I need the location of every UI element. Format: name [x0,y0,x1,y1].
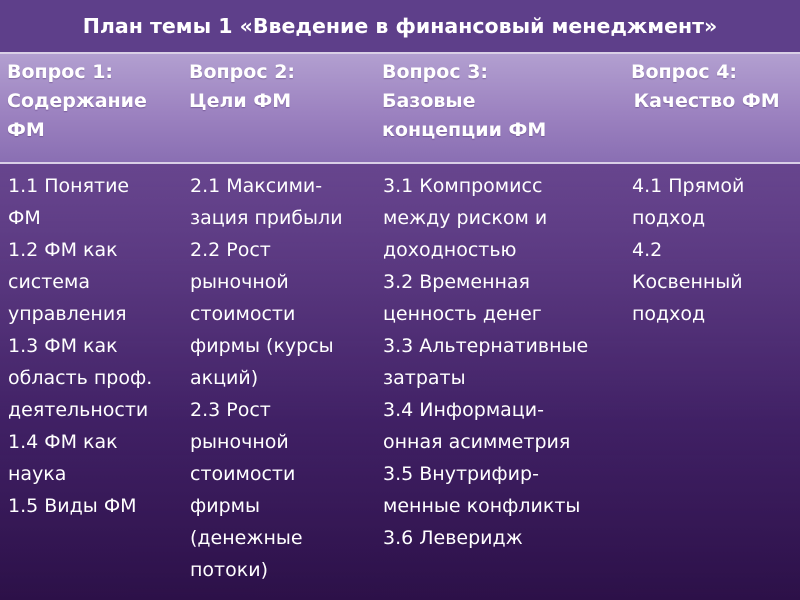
header-line: Содержание [7,90,147,112]
plan-title: План темы 1 «Введение в финансовый менеджмент» [0,0,800,53]
item-line: 3.6 Леверидж [383,527,523,549]
header-line: Цели ФМ [189,90,292,112]
item-line: 1.3 ФМ как [8,335,118,357]
header-line: Базовые [382,90,476,112]
item-line: ценность денег [383,303,542,325]
header-question-2 [182,53,375,163]
item-line: 1.2 ФМ как [8,239,118,261]
header-line: Вопрос 3: [382,61,489,83]
items-question-1 [0,163,182,600]
item-line: область проф. [8,367,153,389]
header-line: Качество ФМ [627,90,780,112]
item-line: фирмы (курсы [190,335,334,357]
item-line: онная асимметрия [383,431,571,453]
header-line: Вопрос 4: [631,61,738,83]
body-row [0,163,800,600]
item-line: 4.1 Прямой [632,175,745,197]
items-question-4 [624,163,800,600]
item-line: ФМ [8,207,41,229]
item-line: стоимости [190,303,296,325]
header-question-1 [0,53,182,163]
item-line: акций) [190,367,259,389]
item-line: Косвенный [632,271,743,293]
item-line: 3.3 Альтернативные [383,335,589,357]
item-line: (денежные [190,527,303,549]
item-line: 1.1 Понятие [8,175,130,197]
item-line: деятельности [8,399,149,421]
items-question-3 [375,163,624,600]
header-line: Вопрос 1: [7,61,114,83]
item-line: наука [8,463,67,485]
item-line: 3.2 Временная [383,271,530,293]
item-line: рыночной [190,431,289,453]
item-line: 4.2 [632,239,663,261]
title-row [0,0,800,53]
item-line: зация прибыли [190,207,343,229]
item-line: система [8,271,90,293]
item-line: 2.3 Рост [190,399,271,421]
item-line: 1.4 ФМ как [8,431,118,453]
item-line: 3.1 Компромисс [383,175,543,197]
header-row [0,53,800,163]
item-line: подход [632,303,706,325]
item-line: 2.2 Рост [190,239,271,261]
header-line: Вопрос 2: [189,61,296,83]
items-question-2 [182,163,375,600]
item-line: между риском и [383,207,548,229]
item-line: фирмы [190,495,260,517]
item-line: затраты [383,367,466,389]
header-line: концепции ФМ [382,119,547,141]
header-question-4 [624,53,800,163]
item-line: стоимости [190,463,296,485]
item-line: менные конфликты [383,495,581,517]
item-line: рыночной [190,271,289,293]
item-line: управления [8,303,127,325]
item-line: 1.5 Виды ФМ [8,495,137,517]
header-line: ФМ [7,119,45,141]
item-line: 2.1 Максими- [190,175,323,197]
item-line: подход [632,207,706,229]
item-line: доходностью [383,239,517,261]
header-question-3 [375,53,624,163]
item-line: 3.5 Внутрифир- [383,463,539,485]
item-line: 3.4 Информаци- [383,399,544,421]
item-line: потоки) [190,559,268,581]
